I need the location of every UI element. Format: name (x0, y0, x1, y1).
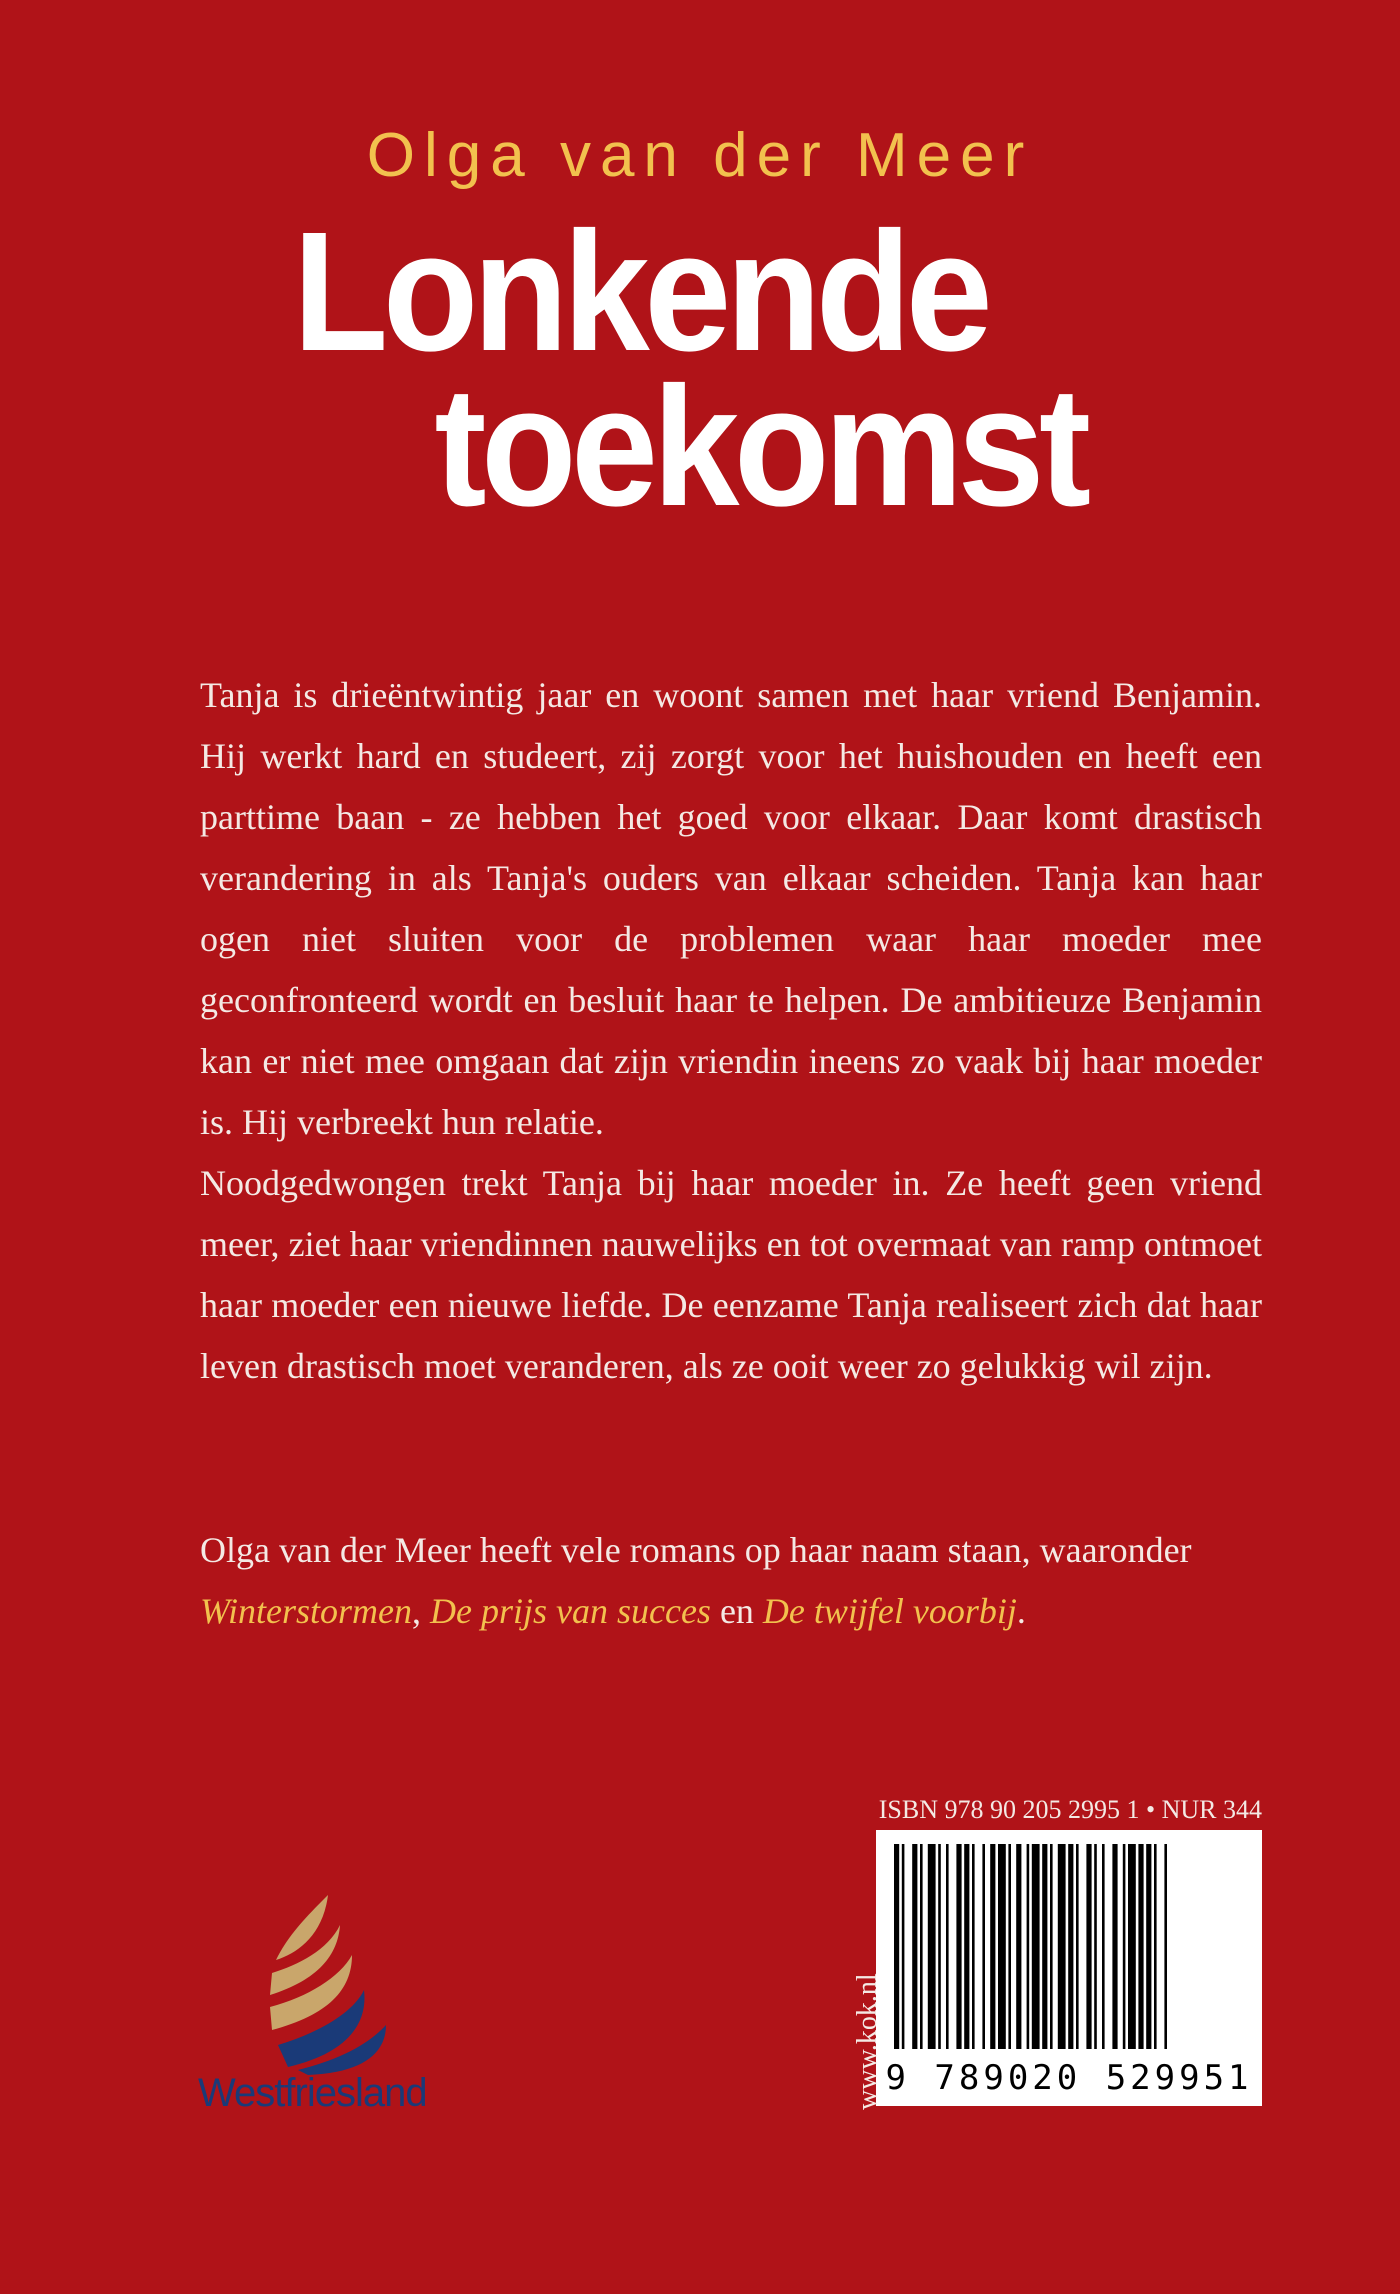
barcode-bar (1102, 1844, 1105, 2049)
book-de-twijfel-voorbij: De twijfel voorbij (762, 1591, 1017, 1631)
isbn-line: ISBN 978 90 205 2995 1 • NUR 344 (878, 1795, 1262, 1824)
book-de-prijs-van-succes: De prijs van succes (430, 1591, 711, 1631)
title-line-1: Lonkende (292, 197, 988, 387)
barcode-bar (1016, 1844, 1021, 2049)
barcode-bar (1008, 1844, 1011, 2049)
barcode-bar (1123, 1844, 1126, 2049)
barcode-bar (1146, 1844, 1151, 2049)
barcode-bar (1050, 1844, 1053, 2049)
barcode-bar (956, 1844, 961, 2049)
barcode-bar (1086, 1844, 1091, 2049)
barcode-bar (902, 1844, 905, 2049)
barcode-bar (1138, 1844, 1143, 2049)
barcode (876, 1830, 1262, 2106)
about-intro: Olga van der Meer heeft vele romans op haar naam staan, waaronder (200, 1530, 1192, 1570)
barcode-bar (990, 1844, 995, 2049)
publisher-logo (198, 1895, 458, 2135)
barcode-bar (964, 1844, 969, 2049)
about-paragraph (200, 1520, 1262, 1642)
barcode-bar (1032, 1844, 1040, 2049)
barcode-bar (946, 1844, 949, 2049)
barcode-digits: 9 789020 529951 (885, 2058, 1253, 2098)
barcode-bar (1112, 1844, 1117, 2049)
barcode-bar (1058, 1844, 1066, 2049)
barcode-bar (894, 1844, 899, 2049)
barcode-bar (1154, 1844, 1157, 2049)
separator: , (412, 1591, 430, 1631)
barcode-bar (1042, 1844, 1047, 2049)
barcode-bar (920, 1844, 923, 2049)
author-name: Olga van der Meer (366, 121, 1034, 190)
publisher-name: Westfriesland (198, 2071, 427, 2115)
barcode-bar (982, 1844, 985, 2049)
barcode-bar (998, 1844, 1006, 2049)
blurb (200, 665, 1262, 1397)
blurb-paragraph-2: Noodgedwongen trekt Tanja bij haar moeder in. Ze heeft geen vriend meer, ziet haar vriendinnen nauwelijks en tot overmaat van ramp ontmoet haar moeder een nieuwe liefde. De eenzame Tanja realiseert zich dat haar leven drastisch moet veranderen, als ze ooit weer zo gelukkig wil zijn. (200, 1163, 1262, 1386)
barcode-bar (1094, 1844, 1097, 2049)
blurb-paragraph-1: Tanja is drieëntwintig jaar en woont samen met haar vriend Benjamin. Hij werkt hard en studeert, zij zorgt voor het huishouden en heeft een parttime baan - ze hebben het goed voor elkaar. Daar komt drastisch verandering in als Tanja's ouders van elkaar scheiden. Tanja kan haar ogen niet sluiten voor de problemen waar haar moeder mee geconfronteerd wordt en besluit haar te helpen. De ambitieuze Benjamin kan er niet mee omgaan dat zijn vriendin ineens zo vaak bij haar moeder is. Hij verbreekt hun relatie. (200, 675, 1262, 1142)
separator: en (710, 1591, 763, 1631)
title-line-2: toekomst (434, 352, 1086, 542)
barcode-bar (1068, 1844, 1073, 2049)
about-author (200, 1520, 1262, 1642)
barcode-bar (1128, 1844, 1136, 2049)
sail-icon (268, 1895, 398, 2075)
barcode-bar (938, 1844, 941, 2049)
barcode-bar (1164, 1844, 1167, 2049)
website-url: www.kok.nl (852, 1973, 883, 2110)
barcode-bar (912, 1844, 917, 2049)
barcode-bar (1027, 1844, 1030, 2049)
barcode-bars (894, 1844, 1244, 2049)
barcode-bar (1076, 1844, 1079, 2049)
book-winterstormen: Winterstormen (200, 1591, 412, 1631)
book-title (0, 197, 1400, 542)
barcode-bar (928, 1844, 936, 2049)
barcode-bar (972, 1844, 975, 2049)
separator: . (1016, 1591, 1026, 1631)
